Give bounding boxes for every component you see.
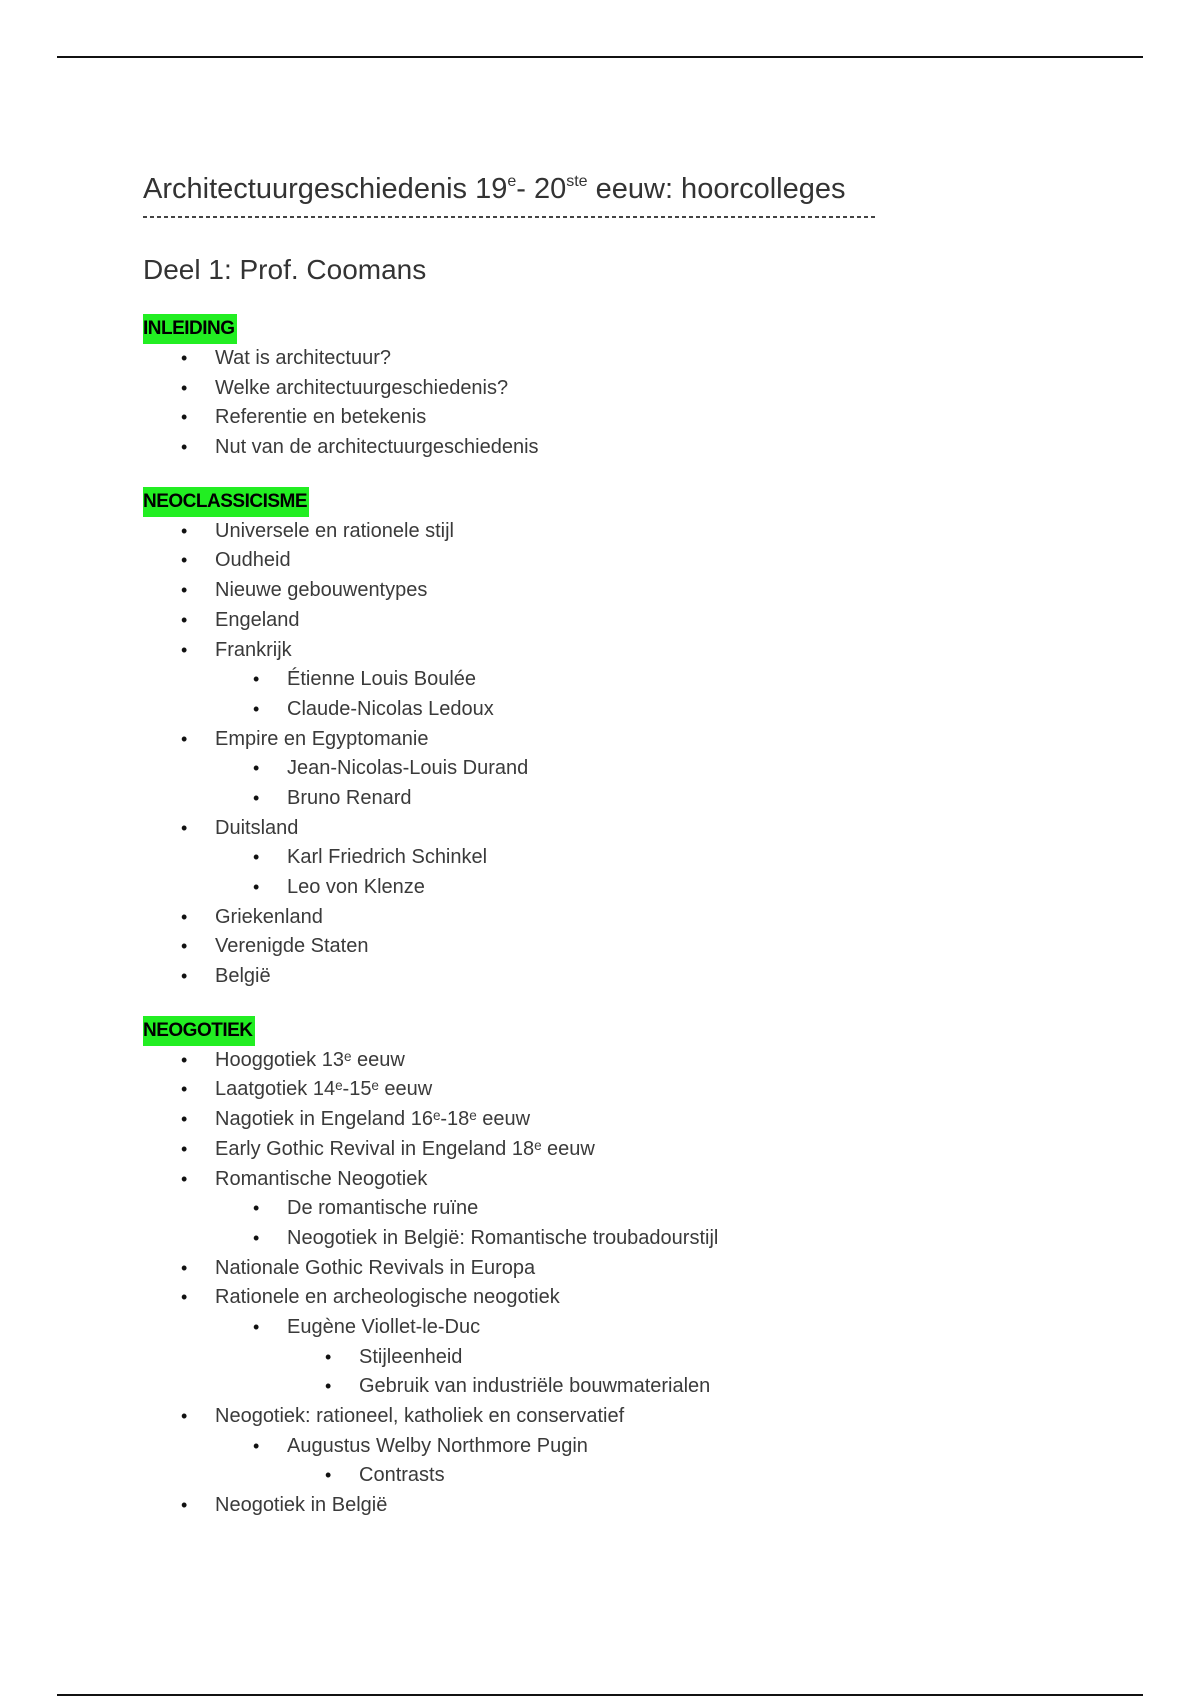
outline (143, 314, 1143, 1521)
part-heading: Deel 1: Prof. Coomans (143, 254, 427, 285)
outline-section (143, 1016, 1143, 1521)
list-item (215, 1402, 1143, 1432)
list-item-text: Étienne Louis Boulée (287, 668, 477, 691)
list-item (215, 576, 1143, 606)
list-item (287, 1194, 1143, 1224)
bullet-list-level-2 (287, 1432, 1143, 1491)
list-item-text: Leo von Klenze (287, 876, 425, 898)
bullet-list-level-2 (287, 843, 1143, 902)
list-item-text: Augustus Welby Northmore Pugin (287, 1434, 588, 1457)
list-item-text: Claude-Nicolas Ledoux (287, 697, 494, 720)
list-item-text: Referentie en betekenis (215, 406, 427, 429)
list-item-text: Hooggotiek 13ᵉ eeuw (215, 1048, 405, 1071)
title-superscript: e (507, 173, 517, 190)
bullet-list-level-1 (215, 1046, 1143, 1521)
list-item (215, 1491, 1143, 1521)
nested-list-container (215, 1313, 1143, 1402)
list-item (215, 606, 1143, 636)
list-item (359, 1372, 1143, 1402)
outline-section (143, 487, 1143, 992)
section-heading-highlighted: NEOCLASSICISME (143, 487, 309, 517)
list-item-text: Bruno Renard (287, 786, 412, 809)
list-item-text: Early Gothic Revival in Engeland 18ᵉ eeuw (215, 1137, 595, 1160)
list-item-text: Duitsland (215, 816, 299, 839)
nested-list-container (215, 1432, 1143, 1491)
list-item-text: Nationale Gothic Revivals in Europa (215, 1256, 536, 1279)
list-item (359, 1461, 1143, 1491)
dashed-separator (143, 216, 875, 218)
list-item-text: Jean-Nicolas-Louis Durand (287, 757, 529, 780)
bullet-list-level-2 (287, 1194, 1143, 1253)
list-item (215, 1165, 1143, 1195)
section-heading-highlighted: INLEIDING (143, 314, 237, 344)
bullet-list-level-2 (287, 1313, 1143, 1402)
list-item-text: Neogotiek in België (215, 1494, 388, 1517)
list-item-text: Engeland (215, 608, 300, 631)
list-item-text: Nieuwe gebouwentypes (215, 579, 428, 602)
list-item-text: Nut van de architectuurgeschiedenis (215, 436, 539, 459)
list-item-text: Contrasts (359, 1464, 445, 1487)
list-item-text: Welke architectuurgeschiedenis? (215, 376, 509, 399)
list-item (215, 1283, 1143, 1313)
list-item (287, 784, 1143, 814)
list-item-text: Gebruik van industriële bouwmaterialen (359, 1375, 711, 1398)
bullet-list-level-3 (359, 1343, 1143, 1402)
list-item-text: Romantische Neogotiek (215, 1167, 428, 1190)
list-item (215, 344, 1143, 374)
outline-section (143, 314, 1143, 463)
title-text: - 20 (516, 173, 567, 205)
document-body (143, 168, 1143, 1521)
list-item-text: Stijleenheid (359, 1345, 463, 1368)
list-item-text: Oudheid (215, 549, 291, 572)
list-item-text: Verenigde Staten (215, 935, 369, 958)
list-item-text: Universele en rationele stijl (215, 519, 455, 542)
title-superscript: ste (566, 173, 588, 190)
page-bottom-rule (57, 1694, 1143, 1696)
list-item (215, 517, 1143, 547)
bullet-list-level-3 (359, 1461, 1143, 1491)
page-top-rule (57, 56, 1143, 58)
list-item (287, 695, 1143, 725)
nested-list-container (215, 843, 1143, 902)
list-item (215, 636, 1143, 666)
list-item-text: Empire en Egyptomanie (215, 727, 429, 750)
list-item-text: Laatgotiek 14ᵉ-15ᵉ eeuw (215, 1078, 433, 1101)
list-item (215, 814, 1143, 844)
nested-list-container (287, 1343, 1143, 1402)
list-item (215, 1105, 1143, 1135)
list-item (215, 403, 1143, 433)
list-item (287, 1224, 1143, 1254)
list-item-text: Neogotiek in België: Romantische troubadourstijl (287, 1226, 719, 1249)
list-item (215, 725, 1143, 755)
list-item (287, 1313, 1143, 1343)
bullet-list-level-1 (215, 344, 1143, 463)
nested-list-container (215, 754, 1143, 813)
list-item-text: Wat is architectuur? (215, 347, 391, 369)
list-item-text: Frankrijk (215, 638, 292, 661)
list-item (215, 546, 1143, 576)
list-item (215, 932, 1143, 962)
list-item (215, 374, 1143, 404)
list-item (359, 1343, 1143, 1373)
list-item-text: Eugène Viollet-le-Duc (287, 1315, 481, 1338)
nested-list-container (215, 1194, 1143, 1253)
list-item (287, 665, 1143, 695)
list-item (287, 843, 1143, 873)
list-item (287, 873, 1143, 903)
list-item (215, 903, 1143, 933)
bullet-list-level-1 (215, 517, 1143, 992)
list-item-text: België (215, 965, 271, 988)
list-item-text: Neogotiek: rationeel, katholiek en conservatief (215, 1405, 625, 1427)
list-item (287, 1432, 1143, 1462)
list-item-text: Karl Friedrich Schinkel (287, 846, 488, 869)
bullet-list-level-2 (287, 754, 1143, 813)
title-text: eeuw: hoorcolleges (587, 173, 846, 205)
list-item (215, 433, 1143, 463)
nested-list-container (215, 665, 1143, 724)
list-item (215, 1254, 1143, 1284)
nested-list-container (287, 1461, 1143, 1491)
list-item (287, 754, 1143, 784)
list-item-text: Rationele en archeologische neogotiek (215, 1286, 560, 1309)
list-item (215, 1046, 1143, 1076)
bullet-list-level-2 (287, 665, 1143, 724)
list-item-text: Nagotiek in Engeland 16ᵉ-18ᵉ eeuw (215, 1108, 531, 1131)
title-text: Architectuurgeschiedenis 19 (143, 173, 508, 205)
list-item (215, 1075, 1143, 1105)
list-item-text: Griekenland (215, 905, 323, 928)
section-heading-highlighted: NEOGOTIEK (143, 1016, 255, 1046)
document-title (143, 168, 1143, 210)
list-item (215, 1135, 1143, 1165)
list-item (215, 962, 1143, 992)
list-item-text: De romantische ruïne (287, 1197, 479, 1220)
